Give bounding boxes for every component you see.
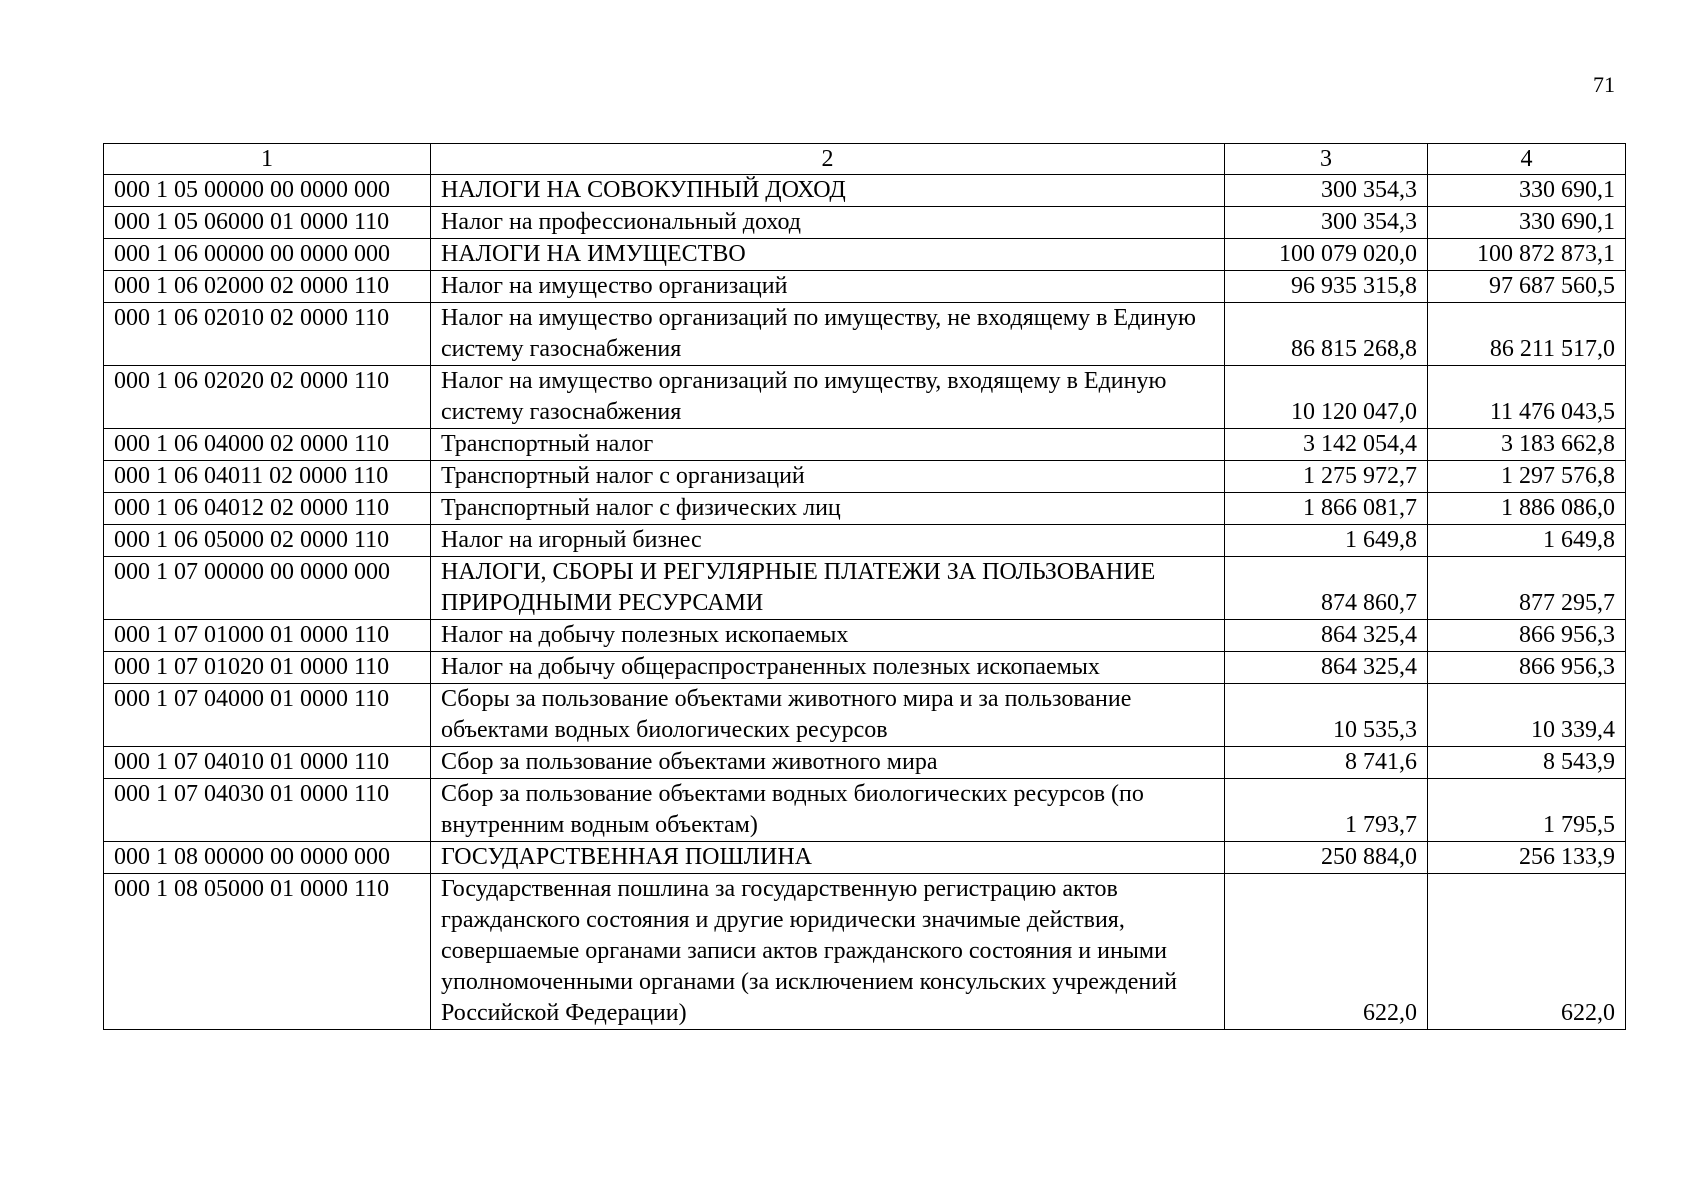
table-body — [104, 175, 1626, 1030]
value-col-3-cell: 622,0 — [1225, 874, 1428, 1030]
budget-code-cell: 000 1 05 06000 01 0000 110 — [104, 207, 431, 239]
value-col-4-cell: 330 690,1 — [1428, 175, 1626, 207]
value-col-3-cell: 1 793,7 — [1225, 779, 1428, 842]
budget-code-cell: 000 1 06 02000 02 0000 110 — [104, 271, 431, 303]
budget-code-cell: 000 1 06 04012 02 0000 110 — [104, 493, 431, 525]
revenue-name-cell: Налог на добычу общераспространенных полезных ископаемых — [431, 652, 1225, 684]
value-col-4-cell: 866 956,3 — [1428, 652, 1626, 684]
value-col-3-cell: 96 935 315,8 — [1225, 271, 1428, 303]
page-number: 71 — [1593, 72, 1615, 97]
value-col-4-cell: 86 211 517,0 — [1428, 303, 1626, 366]
table-row — [104, 271, 1626, 303]
table-header — [104, 144, 1626, 175]
value-col-3-cell: 874 860,7 — [1225, 557, 1428, 620]
table-row — [104, 175, 1626, 207]
value-col-3-cell: 1 866 081,7 — [1225, 493, 1428, 525]
value-col-3-cell: 10 120 047,0 — [1225, 366, 1428, 429]
value-col-4-cell: 1 649,8 — [1428, 525, 1626, 557]
header-col-3: 3 — [1225, 144, 1428, 175]
table-row — [104, 557, 1626, 620]
value-col-3-cell: 864 325,4 — [1225, 652, 1428, 684]
header-col-4: 4 — [1428, 144, 1626, 175]
table-row — [104, 207, 1626, 239]
revenue-name-cell: НАЛОГИ, СБОРЫ И РЕГУЛЯРНЫЕ ПЛАТЕЖИ ЗА ПОЛЬЗОВАНИЕ ПРИРОДНЫМИ РЕСУРСАМИ — [431, 557, 1225, 620]
revenue-name-cell: ГОСУДАРСТВЕННАЯ ПОШЛИНА — [431, 842, 1225, 874]
revenue-name-cell: Налог на профессиональный доход — [431, 207, 1225, 239]
budget-code-cell: 000 1 05 00000 00 0000 000 — [104, 175, 431, 207]
header-row — [104, 144, 1626, 175]
table-row — [104, 366, 1626, 429]
revenue-name-cell: НАЛОГИ НА СОВОКУПНЫЙ ДОХОД — [431, 175, 1225, 207]
value-col-4-cell: 11 476 043,5 — [1428, 366, 1626, 429]
revenue-table — [103, 143, 1626, 1030]
budget-code-cell: 000 1 07 04030 01 0000 110 — [104, 779, 431, 842]
budget-code-cell: 000 1 07 01020 01 0000 110 — [104, 652, 431, 684]
table-row — [104, 652, 1626, 684]
value-col-4-cell: 1 795,5 — [1428, 779, 1626, 842]
value-col-3-cell: 10 535,3 — [1225, 684, 1428, 747]
value-col-3-cell: 864 325,4 — [1225, 620, 1428, 652]
value-col-3-cell: 1 275 972,7 — [1225, 461, 1428, 493]
revenue-name-cell: Налог на имущество организаций — [431, 271, 1225, 303]
revenue-name-cell: Транспортный налог с организаций — [431, 461, 1225, 493]
table-row — [104, 842, 1626, 874]
header-col-2: 2 — [431, 144, 1225, 175]
value-col-3-cell: 3 142 054,4 — [1225, 429, 1428, 461]
value-col-3-cell: 8 741,6 — [1225, 747, 1428, 779]
budget-code-cell: 000 1 07 01000 01 0000 110 — [104, 620, 431, 652]
revenue-name-cell: Налог на игорный бизнес — [431, 525, 1225, 557]
table-row — [104, 493, 1626, 525]
value-col-4-cell: 622,0 — [1428, 874, 1626, 1030]
revenue-name-cell: Транспортный налог с физических лиц — [431, 493, 1225, 525]
table-row — [104, 620, 1626, 652]
value-col-4-cell: 8 543,9 — [1428, 747, 1626, 779]
table-row — [104, 874, 1626, 1030]
value-col-4-cell: 10 339,4 — [1428, 684, 1626, 747]
value-col-4-cell: 100 872 873,1 — [1428, 239, 1626, 271]
budget-code-cell: 000 1 06 05000 02 0000 110 — [104, 525, 431, 557]
revenue-name-cell: Сбор за пользование объектами водных биологических ресурсов (по внутренним водным объектам) — [431, 779, 1225, 842]
value-col-3-cell: 300 354,3 — [1225, 175, 1428, 207]
budget-code-cell: 000 1 08 05000 01 0000 110 — [104, 874, 431, 1030]
value-col-3-cell: 250 884,0 — [1225, 842, 1428, 874]
revenue-name-cell: Налог на имущество организаций по имуществу, не входящему в Единую систему газоснабжения — [431, 303, 1225, 366]
table-row — [104, 303, 1626, 366]
value-col-4-cell: 256 133,9 — [1428, 842, 1626, 874]
value-col-4-cell: 1 886 086,0 — [1428, 493, 1626, 525]
table-row — [104, 747, 1626, 779]
table-row — [104, 239, 1626, 271]
table-row — [104, 779, 1626, 842]
value-col-3-cell: 1 649,8 — [1225, 525, 1428, 557]
table-row — [104, 684, 1626, 747]
value-col-4-cell: 866 956,3 — [1428, 620, 1626, 652]
table-row — [104, 429, 1626, 461]
revenue-name-cell: Государственная пошлина за государственную регистрацию актов гражданского состояния и другие юридически значимые действия, совершаемые органами записи актов гражданского состояния и иными уполномоченными органами (за исключением консульских учреждений Российской Федерации) — [431, 874, 1225, 1030]
value-col-4-cell: 3 183 662,8 — [1428, 429, 1626, 461]
value-col-4-cell: 97 687 560,5 — [1428, 271, 1626, 303]
value-col-3-cell: 300 354,3 — [1225, 207, 1428, 239]
revenue-name-cell: Сборы за пользование объектами животного мира и за пользование объектами водных биологических ресурсов — [431, 684, 1225, 747]
revenue-name-cell: Налог на имущество организаций по имуществу, входящему в Единую систему газоснабжения — [431, 366, 1225, 429]
budget-code-cell: 000 1 06 02020 02 0000 110 — [104, 366, 431, 429]
header-col-1: 1 — [104, 144, 431, 175]
table-row — [104, 461, 1626, 493]
table-row — [104, 525, 1626, 557]
budget-code-cell: 000 1 08 00000 00 0000 000 — [104, 842, 431, 874]
value-col-4-cell: 330 690,1 — [1428, 207, 1626, 239]
budget-code-cell: 000 1 06 00000 00 0000 000 — [104, 239, 431, 271]
budget-code-cell: 000 1 07 00000 00 0000 000 — [104, 557, 431, 620]
budget-code-cell: 000 1 07 04000 01 0000 110 — [104, 684, 431, 747]
budget-code-cell: 000 1 06 04000 02 0000 110 — [104, 429, 431, 461]
value-col-4-cell: 1 297 576,8 — [1428, 461, 1626, 493]
value-col-3-cell: 100 079 020,0 — [1225, 239, 1428, 271]
revenue-name-cell: НАЛОГИ НА ИМУЩЕСТВО — [431, 239, 1225, 271]
revenue-name-cell: Транспортный налог — [431, 429, 1225, 461]
budget-code-cell: 000 1 07 04010 01 0000 110 — [104, 747, 431, 779]
value-col-4-cell: 877 295,7 — [1428, 557, 1626, 620]
budget-code-cell: 000 1 06 02010 02 0000 110 — [104, 303, 431, 366]
value-col-3-cell: 86 815 268,8 — [1225, 303, 1428, 366]
revenue-name-cell: Налог на добычу полезных ископаемых — [431, 620, 1225, 652]
revenue-name-cell: Сбор за пользование объектами животного мира — [431, 747, 1225, 779]
budget-code-cell: 000 1 06 04011 02 0000 110 — [104, 461, 431, 493]
